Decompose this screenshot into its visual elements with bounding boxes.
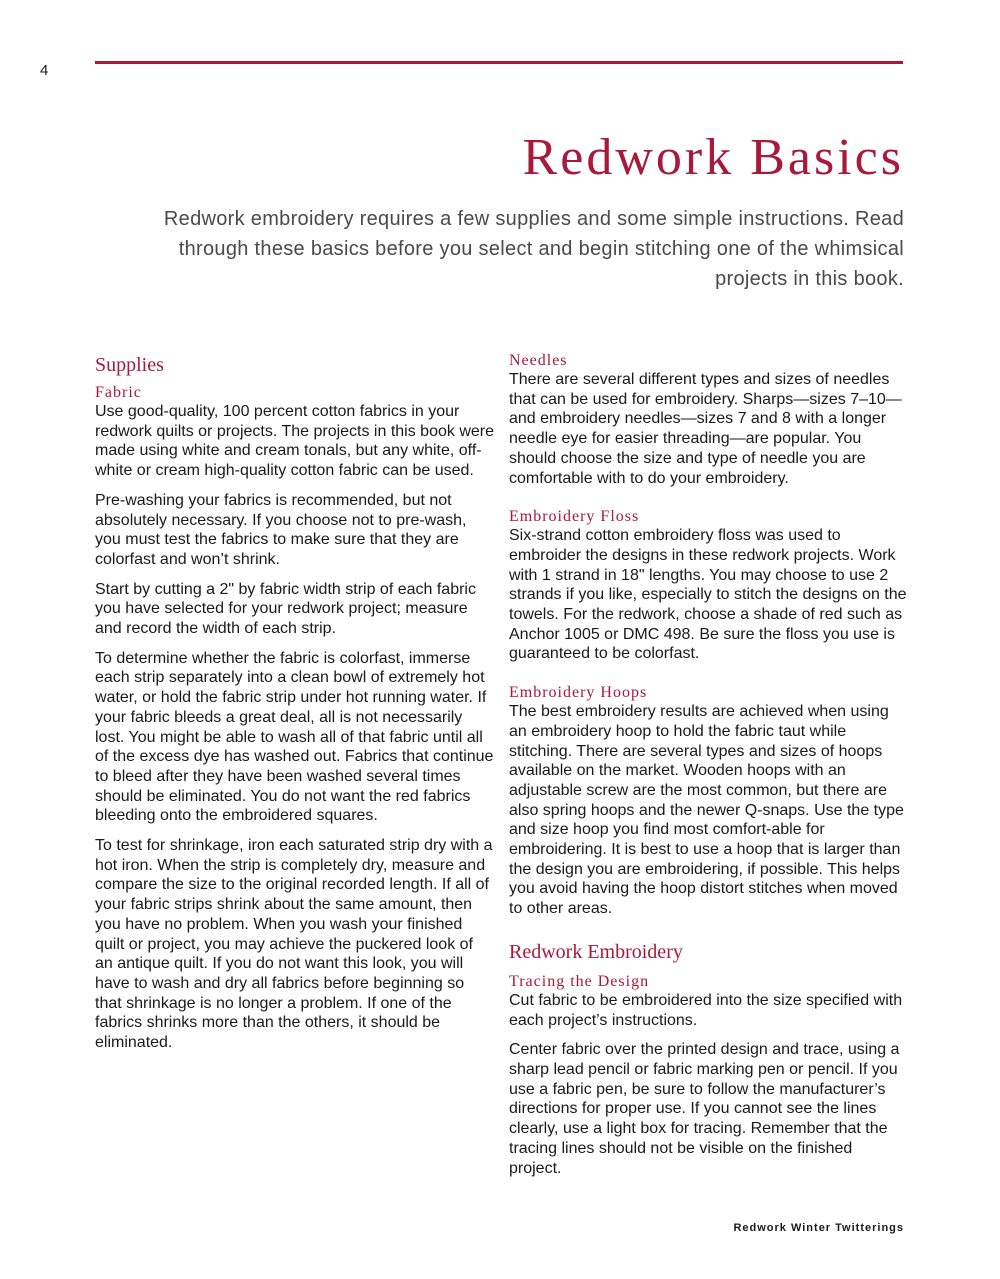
tracing-paragraph-2: Center fabric over the printed design and trace, using a sharp lead pencil or fabric marking pen or pencil. If you use a fabric pen, be sure to follow the manufacturer’s directions for proper use. If you cannot see the lines clearly, use a light box for tracing. Remember that the tracing lines should not be visible on the finished project. [509, 1041, 900, 1177]
fabric-paragraph-3: Start by cutting a 2" by fabric width strip of each fabric you have selected for your redwork project; measure and record the width of each strip. [95, 580, 476, 638]
hoops-section [509, 684, 909, 919]
floss-section [509, 508, 909, 664]
intro-text: Redwork embroidery requires a few supplies and some simple instructions. Read through these basics before you select and begin stitching one of the whimsical projects in this book. [163, 208, 904, 290]
fabric-paragraph-5: To test for shrinkage, iron each saturated strip dry with a hot iron. When the strip is completely dry, measure and compare the size to the original recorded length. If all of your fabric strips shrink about the same amount, then you have no problem. When you wash your finished quilt or project, you may achieve the puckered look of an antique quilt. If you do not want this look, you will have to wash and dry all fabrics before beginning so that shrinkage is no longer a problem. If one of the fabrics shrinks more than the others, it should be eliminated. [95, 837, 493, 1052]
tracing-subheading: Tracing the Design [509, 972, 650, 990]
page-title: Redwork Basics [522, 129, 904, 186]
page-number: 4 [40, 62, 49, 79]
needles-heading: Needles [509, 352, 568, 369]
right-column [509, 352, 909, 1188]
supplies-heading: Supplies [95, 354, 164, 376]
left-column [95, 352, 495, 1063]
redwork-embroidery-heading: Redwork Embroidery [509, 940, 683, 963]
fabric-paragraph-4: To determine whether the fabric is colorfast, immerse each strip separately into a clean bowl of extremely hot water, or hold the fabric strip under hot running water. If your fabric bleeds a great deal, all is not necessarily lost. You might be able to wash all of that fabric until all of the excess dye has washed out. Fabrics that continue to bleed after they have been washed several times should be eliminated. You do not want the red fabrics bleeding onto the embroidered squares. [95, 649, 494, 825]
hoops-text: The best embroidery results are achieved when using an embroidery hoop to hold the fabric taut while stitching. There are several types and sizes of hoops available on the market. Wooden hoops with an adjustable screw are the most common, but there are also spring hoops and the newer Q-snaps. Use the type and size hoop you find most comfort-able for embroidering. It is best to use a hoop that is larger than the design you are embroidering, if possible. This helps you avoid having the hoop distort stitches when moved to other areas. [509, 703, 904, 918]
needles-text: There are several different types and sizes of needles that can be used for embroidery. Sharps—sizes 7–10—and embroidery needles—sizes 7 and 8 with a longer needle eye for easier threading—are popular. You should choose the size and type of needle you are comfortable with to do your embroidery. [509, 371, 902, 487]
tracing-paragraph-1: Cut fabric to be embroidered into the size specified with each project’s instructions. [509, 991, 903, 1029]
hoops-heading: Embroidery Hoops [509, 684, 648, 702]
needles-section [509, 352, 909, 488]
floss-heading: Embroidery Floss [509, 508, 640, 526]
floss-text: Six-strand cotton embroidery floss was used to embroider the designs in these redwork projects. Work with 1 strand in 18" lengths. You may choose to use 2 strands if you like, especially to stitch the designs on the towels. For the redwork, choose a shade of red such as Anchor 1005 or DMC 498. Be sure the floss you use is guaranteed to be colorfast. [509, 527, 907, 663]
fabric-paragraph-1: Use good-quality, 100 percent cotton fabrics in your redwork quilts or projects. The projects in this book were made using white and cream tonals, but any white, off-white or cream high-quality cotton fabric can be used. [95, 403, 494, 480]
fabric-subheading: Fabric [95, 384, 142, 401]
top-rule [95, 61, 903, 64]
fabric-paragraph-2: Pre-washing your fabrics is recommended, but not absolutely necessary. If you choose not to pre-wash, you must test the fabrics to make sure that they are colorfast and won’t shrink. [95, 491, 467, 568]
redwork-embroidery-section [509, 939, 909, 1178]
footer-book-title: Redwork Winter Twitterings [733, 1222, 904, 1234]
